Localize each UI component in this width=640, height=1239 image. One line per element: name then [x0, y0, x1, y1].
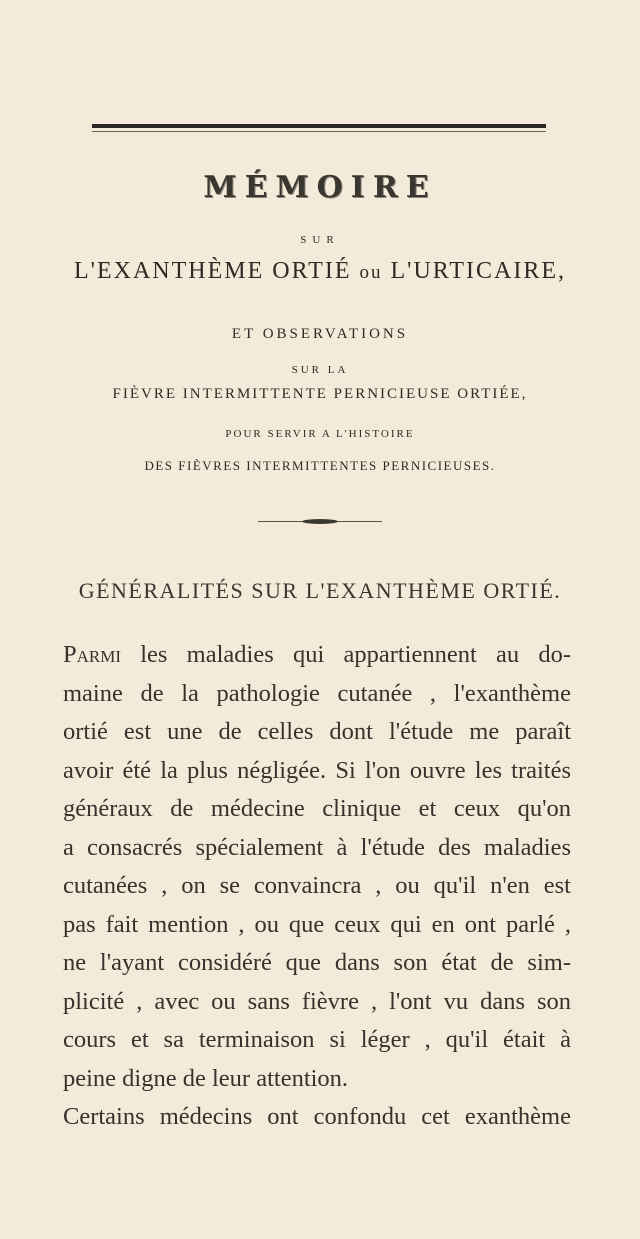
et-observations: ET OBSERVATIONS: [231, 326, 409, 342]
body-line: a consacrés spécialement à l'étude des maladies: [63, 833, 571, 861]
body-line: cours et sa terminaison si léger , qu'il était à: [63, 1026, 571, 1053]
body-line: pas fait mention , ou que ceux qui en ont parlé ,: [63, 910, 571, 938]
body-line: plicité , avec ou sans fièvre , l'ont vu dans son: [63, 987, 571, 1015]
body-line: Certains médecins ont confondu cet exanthème: [63, 1103, 571, 1130]
top-rule: [92, 124, 546, 128]
body-line: généraux de médecine clinique et ceux qu'on: [63, 795, 571, 822]
memoire-heading: MÉMOIRE: [203, 170, 437, 205]
body-line: cutanées , on se convaincra , ou qu'il n'en est: [63, 872, 571, 899]
body-line: peine digne de leur attention.: [63, 1064, 349, 1092]
fievre-line: FIÈVRE INTERMITTENTE PERNICIEUSE ORTIÉE,: [112, 386, 528, 402]
body-line: avoir été la plus négligée. Si l'on ouvre les traités: [63, 756, 571, 784]
title-main: L'EXANTHÈME ORTIÉ: [73, 258, 352, 284]
first-word-cap: P: [63, 641, 77, 668]
sur-la: SUR LA: [291, 364, 349, 376]
top-rule-thin: [92, 131, 546, 132]
first-word-rest: armi: [76, 641, 122, 668]
section-title: GÉNÉRALITÉS SUR L'EXANTHÈME ORTIÉ.: [78, 578, 562, 603]
divider-ornament: [302, 519, 338, 524]
body-paragraph: [63, 636, 571, 1137]
sur-label: SUR: [300, 234, 340, 246]
body-line: [63, 636, 571, 675]
body-line: ne l'ayant considéré que dans son état de sim-: [63, 949, 571, 976]
body-line-text: les maladies qui appartiennent au do-: [121, 641, 571, 668]
body-line: ortié est une de celles dont l'étude me paraît: [63, 718, 571, 745]
pour-servir-line: POUR SERVIR A L'HISTOIRE: [225, 428, 415, 440]
document-title: [0, 258, 640, 285]
title-rest: L'URTICAIRE,: [390, 258, 567, 284]
title-ou: ou: [359, 262, 383, 283]
des-fievres-line: DES FIÈVRES INTERMITTENTES PERNICIEUSES.: [144, 458, 496, 473]
body-line: maine de la pathologie cutanée , l'exanthème: [63, 679, 571, 707]
